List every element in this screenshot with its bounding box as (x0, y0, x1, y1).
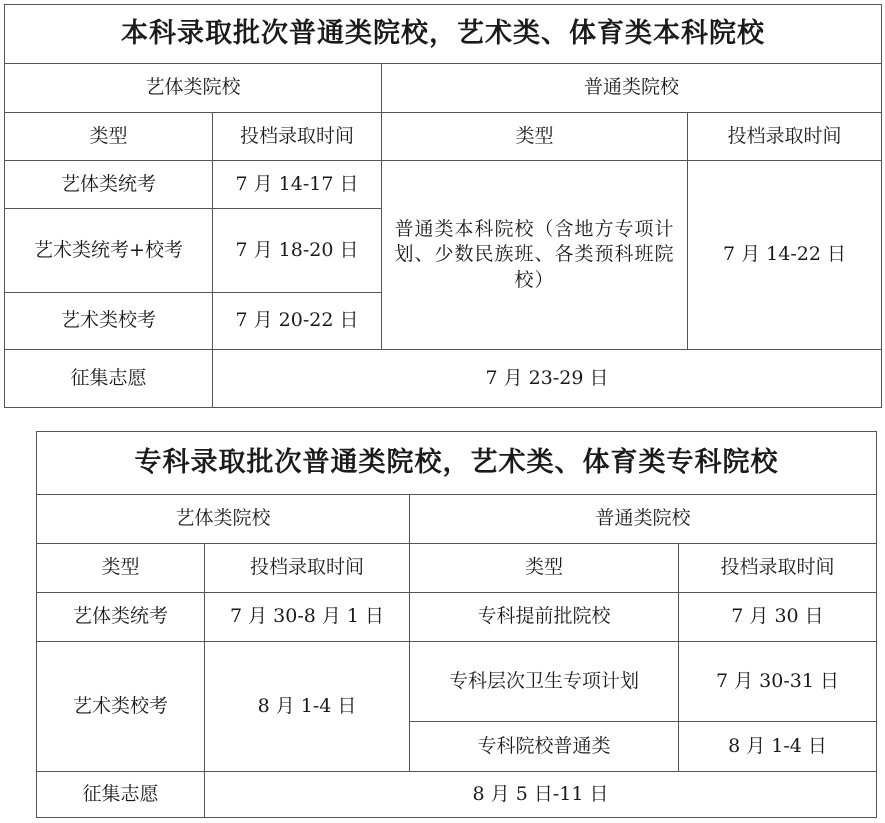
junior-art-col-time: 投档录取时间 (205, 544, 410, 593)
undergrad-art-col-time: 投档录取时间 (213, 113, 382, 161)
junior-general-col-type: 类型 (410, 544, 679, 593)
undergrad-general-type-cell: 普通类本科院校（含地方专项计划、少数民族班、各类预科班院校） (382, 161, 688, 350)
undergrad-art-col-type: 类型 (5, 113, 213, 161)
junior-art-row-type: 艺术类校考 (37, 642, 205, 772)
undergrad-table-title: 本科录取批次普通类院校，艺术类、体育类本科院校 (5, 5, 882, 64)
junior-general-col-time: 投档录取时间 (679, 544, 877, 593)
undergrad-art-row-type: 艺术类校考 (5, 293, 213, 350)
undergrad-supplement-label: 征集志愿 (5, 350, 213, 408)
undergrad-art-row-time: 7 月 18-20 日 (213, 209, 382, 293)
junior-general-row-time: 8 月 1-4 日 (679, 722, 877, 772)
junior-table-title: 专科录取批次普通类院校，艺术类、体育类专科院校 (37, 432, 877, 495)
undergrad-general-section-header: 普通类院校 (382, 64, 882, 113)
undergrad-general-col-time: 投档录取时间 (688, 113, 882, 161)
undergrad-art-row-time: 7 月 20-22 日 (213, 293, 382, 350)
junior-general-row-type: 专科层次卫生专项计划 (410, 642, 679, 722)
undergrad-art-section-header: 艺体类院校 (5, 64, 382, 113)
junior-art-row-type: 艺体类统考 (37, 593, 205, 642)
junior-general-row-time: 7 月 30 日 (679, 593, 877, 642)
junior-art-row-time: 7 月 30-8 月 1 日 (205, 593, 410, 642)
junior-art-section-header: 艺体类院校 (37, 495, 410, 544)
undergrad-general-time-cell: 7 月 14-22 日 (688, 161, 882, 350)
undergrad-supplement-time: 7 月 23-29 日 (213, 350, 882, 408)
junior-schedule-table (36, 431, 877, 818)
undergrad-art-row-type: 艺体类统考 (5, 161, 213, 209)
undergrad-general-col-type: 类型 (382, 113, 688, 161)
junior-general-row-type: 专科提前批院校 (410, 593, 679, 642)
junior-general-row-time: 7 月 30-31 日 (679, 642, 877, 722)
undergrad-schedule-table (4, 4, 882, 408)
junior-art-row-time: 8 月 1-4 日 (205, 642, 410, 772)
undergrad-art-row-type: 艺术类统考+校考 (5, 209, 213, 293)
junior-supplement-label: 征集志愿 (37, 772, 205, 818)
junior-art-col-type: 类型 (37, 544, 205, 593)
undergrad-art-row-time: 7 月 14-17 日 (213, 161, 382, 209)
junior-supplement-time: 8 月 5 日-11 日 (205, 772, 877, 818)
junior-general-section-header: 普通类院校 (410, 495, 877, 544)
junior-general-row-type: 专科院校普通类 (410, 722, 679, 772)
